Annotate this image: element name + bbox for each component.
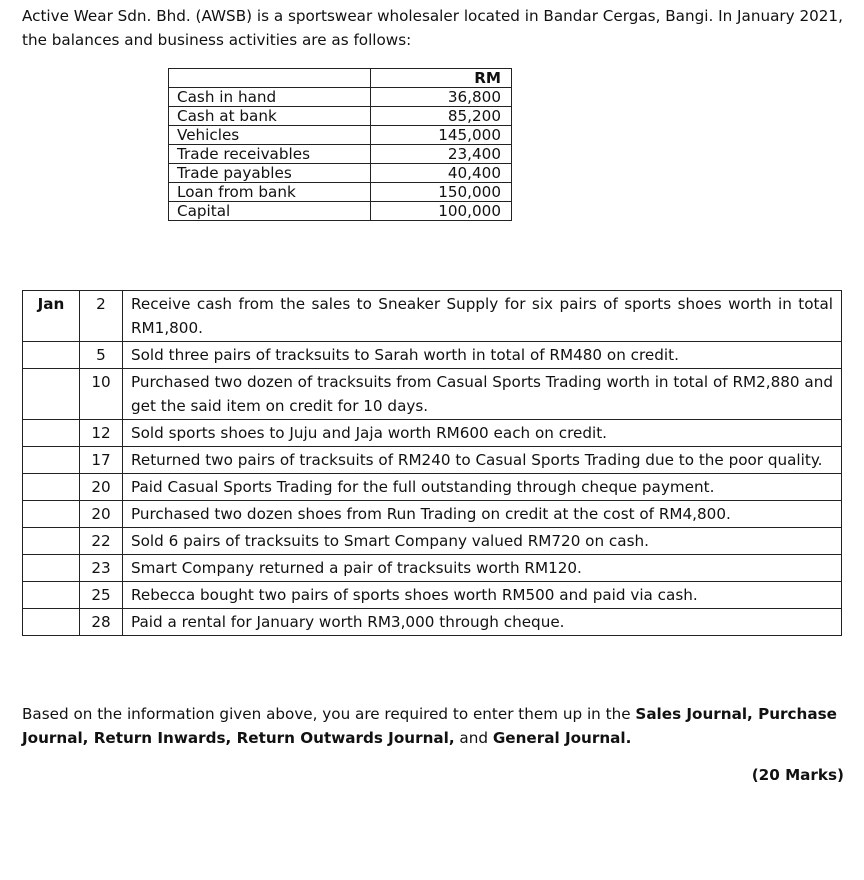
balances-header-row xyxy=(169,69,512,88)
transaction-row xyxy=(23,369,842,420)
balance-label: Capital xyxy=(169,202,371,221)
requirement-paragraph xyxy=(22,702,848,750)
transaction-day: 12 xyxy=(80,420,123,447)
transaction-month xyxy=(23,447,80,474)
transaction-description: Returned two pairs of tracksuits of RM240 to Casual Sports Trading due to the poor quality. xyxy=(123,447,842,474)
transaction-description: Purchased two dozen of tracksuits from Casual Sports Trading worth in total of RM2,880 and get the said item on credit for 10 days. xyxy=(123,369,842,420)
transaction-day: 2 xyxy=(80,291,123,342)
transaction-day: 25 xyxy=(80,582,123,609)
transaction-row xyxy=(23,447,842,474)
balance-row xyxy=(169,107,512,126)
transaction-month: Jan xyxy=(23,291,80,342)
transaction-month xyxy=(23,501,80,528)
transaction-row xyxy=(23,609,842,636)
transaction-day: 10 xyxy=(80,369,123,420)
balance-amount: 145,000 xyxy=(371,126,512,145)
balance-row xyxy=(169,88,512,107)
balance-amount: 150,000 xyxy=(371,183,512,202)
balances-header-label xyxy=(169,69,371,88)
transaction-month xyxy=(23,555,80,582)
transaction-description: Sold 6 pairs of tracksuits to Smart Company valued RM720 on cash. xyxy=(123,528,842,555)
transaction-month xyxy=(23,420,80,447)
transaction-day: 17 xyxy=(80,447,123,474)
transaction-row xyxy=(23,420,842,447)
intro-paragraph: Active Wear Sdn. Bhd. (AWSB) is a sportswear wholesaler located in Bandar Cergas, Bangi. In January 2021, the balances and business activities are as follows: xyxy=(22,7,843,49)
marks-label: (20 Marks) xyxy=(751,766,844,784)
transaction-day: 22 xyxy=(80,528,123,555)
balance-amount: 100,000 xyxy=(371,202,512,221)
balance-label: Cash in hand xyxy=(169,88,371,107)
transaction-description: Smart Company returned a pair of tracksuits worth RM120. xyxy=(123,555,842,582)
balance-label: Vehicles xyxy=(169,126,371,145)
balances-header-amount: RM xyxy=(371,69,512,88)
transaction-row xyxy=(23,582,842,609)
balance-row xyxy=(169,202,512,221)
transaction-description: Paid Casual Sports Trading for the full outstanding through cheque payment. xyxy=(123,474,842,501)
transaction-month xyxy=(23,528,80,555)
transaction-row xyxy=(23,501,842,528)
transaction-description: Purchased two dozen shoes from Run Trading on credit at the cost of RM4,800. xyxy=(123,501,842,528)
transaction-day: 5 xyxy=(80,342,123,369)
balances-table xyxy=(168,68,512,221)
transaction-day: 28 xyxy=(80,609,123,636)
balance-row xyxy=(169,145,512,164)
transactions-body xyxy=(23,291,842,636)
balance-amount: 40,400 xyxy=(371,164,512,183)
transaction-row xyxy=(23,474,842,501)
balance-label: Loan from bank xyxy=(169,183,371,202)
balance-row xyxy=(169,183,512,202)
balance-row xyxy=(169,164,512,183)
transaction-day: 20 xyxy=(80,474,123,501)
transaction-row xyxy=(23,342,842,369)
transactions-table xyxy=(22,290,842,636)
balance-label: Trade payables xyxy=(169,164,371,183)
balance-amount: 36,800 xyxy=(371,88,512,107)
transaction-description: Sold three pairs of tracksuits to Sarah worth in total of RM480 on credit. xyxy=(123,342,842,369)
balance-row xyxy=(169,126,512,145)
transaction-row xyxy=(23,555,842,582)
requirement-and: and xyxy=(454,729,493,747)
transaction-month xyxy=(23,342,80,369)
transaction-month xyxy=(23,609,80,636)
balances-body xyxy=(169,69,512,221)
requirement-lead: Based on the information given above, you are required to enter them up in the xyxy=(22,705,636,723)
transaction-month xyxy=(23,582,80,609)
balance-amount: 23,400 xyxy=(371,145,512,164)
transaction-month xyxy=(23,369,80,420)
journal-list: Sales Journal, Purchase Journal, Return Inwards, Return Outwards Journal, xyxy=(22,705,837,747)
transaction-day: 20 xyxy=(80,501,123,528)
transaction-description: Paid a rental for January worth RM3,000 through cheque. xyxy=(123,609,842,636)
transaction-row xyxy=(23,291,842,342)
transaction-description: Receive cash from the sales to Sneaker Supply for six pairs of sports shoes worth in total RM1,800. xyxy=(123,291,842,342)
transaction-description: Sold sports shoes to Juju and Jaja worth RM600 each on credit. xyxy=(123,420,842,447)
balance-label: Trade receivables xyxy=(169,145,371,164)
balance-label: Cash at bank xyxy=(169,107,371,126)
transaction-month xyxy=(23,474,80,501)
transaction-description: Rebecca bought two pairs of sports shoes worth RM500 and paid via cash. xyxy=(123,582,842,609)
transaction-day: 23 xyxy=(80,555,123,582)
balance-amount: 85,200 xyxy=(371,107,512,126)
general-journal: General Journal. xyxy=(492,729,632,747)
transaction-row xyxy=(23,528,842,555)
